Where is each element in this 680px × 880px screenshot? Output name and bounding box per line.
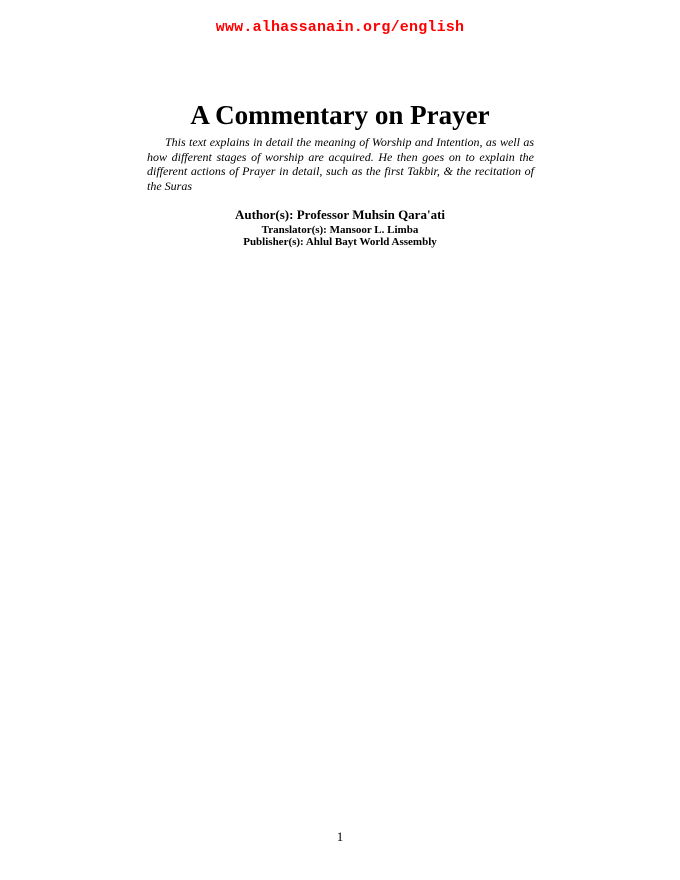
translator-line: Translator(s): Mansoor L. Limba [261, 224, 419, 236]
publisher-line: Publisher(s): Ahlul Bayt World Assembly [243, 236, 437, 248]
page-number: 1 [336, 829, 344, 844]
document-abstract: This text explains in detail the meaning of Worship and Intention, as well as how different stages of worship are acquired. He then goes on to explain the different actions of Prayer in detail, such as the first Takbir, & the recitation of the Suras [147, 135, 534, 193]
header-url-link[interactable]: www.alhassanain.org/english [215, 19, 465, 36]
document-title: A Commentary on Prayer [190, 100, 490, 130]
author-line: Author(s): Professor Muhsin Qara'ati [234, 207, 446, 222]
